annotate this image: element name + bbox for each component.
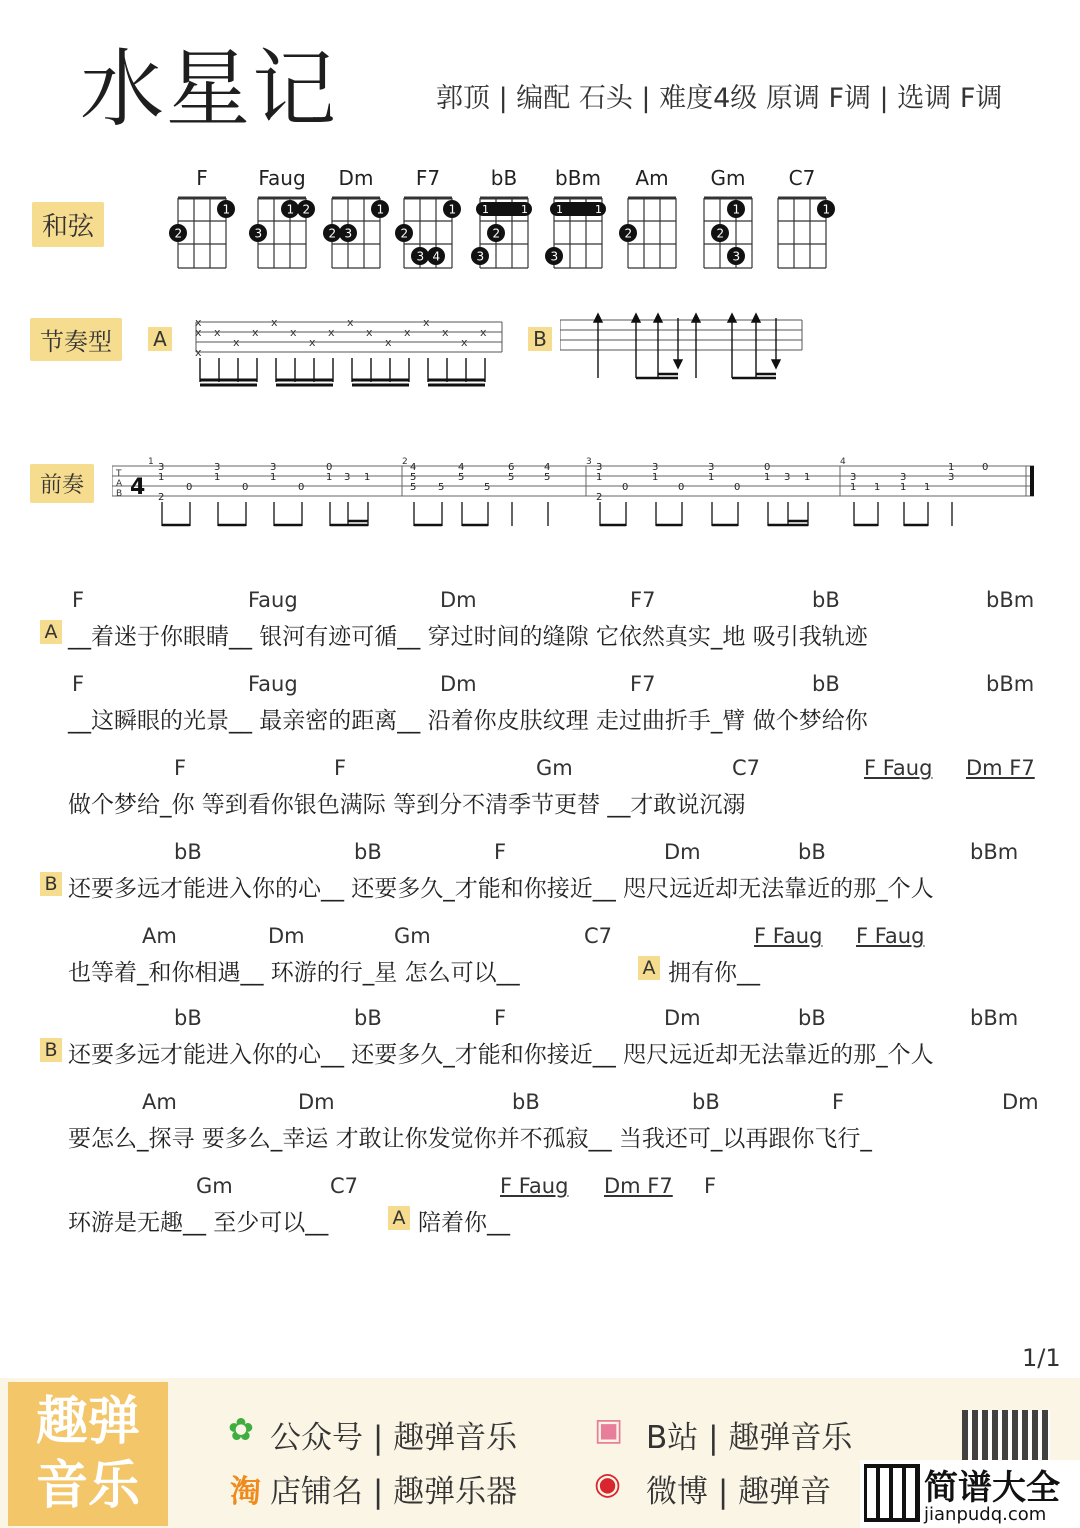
- lyric-text: __这瞬眼的光景__ 最亲密的距离__ 沿着你皮肤纹理 走过曲折手_臂 做个梦给你: [68, 708, 868, 734]
- chord-label: F: [72, 588, 85, 612]
- chord-label: F: [494, 840, 507, 864]
- footer-bilibili: B站 | 趣弹音乐: [646, 1420, 853, 1456]
- chord-label: Am: [142, 924, 177, 948]
- chord-label: C7: [330, 1174, 359, 1198]
- chord-label: F Faug: [864, 756, 933, 780]
- chord-label: bBm: [986, 672, 1035, 696]
- svg-text:1: 1: [900, 482, 907, 493]
- svg-text:1: 1: [822, 202, 831, 217]
- chord-label: bB: [354, 1006, 382, 1030]
- svg-text:0: 0: [764, 462, 771, 473]
- section-badge: B: [40, 872, 62, 896]
- footer-wechat: 公众号 | 趣弹音乐: [270, 1420, 518, 1456]
- chord-label: bBm: [970, 1006, 1019, 1030]
- chord-label: Am: [142, 1090, 177, 1114]
- chord-label: F Faug: [754, 924, 823, 948]
- svg-text:3: 3: [416, 249, 425, 264]
- svg-text:1: 1: [158, 472, 165, 483]
- svg-text:1: 1: [286, 202, 295, 217]
- svg-text:x: x: [233, 336, 240, 349]
- lyric-text: 要怎么_探寻 要多么_幸运 才敢让你发觉你并不孤寂__ 当我还可_以再跟你飞行_: [68, 1126, 872, 1152]
- chord-grid: [552, 196, 606, 270]
- chord-label: bB: [512, 1090, 540, 1114]
- chord-grid: [330, 196, 384, 270]
- chord-label: Dm: [1002, 1090, 1039, 1114]
- section-badge: A: [388, 1206, 410, 1230]
- svg-text:0: 0: [982, 462, 989, 473]
- svg-text:1: 1: [732, 202, 741, 217]
- chord-name: Am: [635, 166, 669, 190]
- svg-text:A: A: [116, 479, 123, 489]
- intro-tab: [112, 456, 1038, 536]
- svg-text:5: 5: [410, 472, 417, 483]
- song-meta: 郭顶 | 编配 石头 | 难度4级 原调 F调 | 选调 F调: [436, 83, 1003, 114]
- svg-text:1: 1: [804, 472, 811, 483]
- section-badge: A: [638, 956, 660, 980]
- chords-label: 和弦: [32, 202, 104, 247]
- svg-text:x: x: [195, 346, 202, 359]
- svg-text:1: 1: [595, 203, 602, 216]
- svg-text:4: 4: [432, 249, 441, 264]
- svg-text:5: 5: [438, 482, 445, 493]
- svg-text:3: 3: [158, 462, 165, 473]
- chord-label: bBm: [986, 588, 1035, 612]
- intro-measure-1: 1: [148, 457, 154, 467]
- svg-text:2: 2: [328, 226, 337, 241]
- chord-label: bB: [174, 840, 202, 864]
- chord-label: F: [334, 756, 347, 780]
- chord-label: bB: [174, 1006, 202, 1030]
- svg-text:5: 5: [484, 482, 491, 493]
- chord-label: F: [494, 1006, 507, 1030]
- svg-text:x: x: [290, 326, 297, 339]
- lyric-text: 做个梦给_你 等到看你银色满际 等到分不清季节更替 __才敢说沉溺: [68, 792, 746, 818]
- svg-text:1: 1: [364, 472, 371, 483]
- section-badge: A: [40, 620, 62, 644]
- svg-text:1: 1: [874, 482, 881, 493]
- chord-label: F7: [630, 672, 656, 696]
- svg-text:1: 1: [924, 482, 931, 493]
- svg-text:5: 5: [458, 472, 465, 483]
- taobao-icon: 淘: [230, 1474, 261, 1510]
- chord-label: Gm: [196, 1174, 233, 1198]
- weibo-icon: ◉: [594, 1466, 622, 1502]
- chord-grid: [478, 196, 532, 270]
- chord-label: bB: [798, 1006, 826, 1030]
- svg-text:x: x: [366, 326, 373, 339]
- chord-label: bBm: [970, 840, 1019, 864]
- rhythm-b-badge: B: [528, 327, 552, 351]
- chord-name: Gm: [710, 166, 746, 190]
- chord-grid: [776, 196, 830, 270]
- chord-label: Gm: [536, 756, 573, 780]
- site-name: 简谱大全: [924, 1468, 1060, 1508]
- svg-text:3: 3: [214, 462, 221, 473]
- svg-text:1: 1: [222, 202, 231, 217]
- chord-label: Dm: [440, 588, 477, 612]
- chord-label: F: [832, 1090, 845, 1114]
- svg-text:3: 3: [732, 249, 741, 264]
- footer-logo-line1: 趣弹: [35, 1392, 140, 1452]
- svg-text:1: 1: [326, 472, 333, 483]
- rhythm-a-badge: A: [148, 327, 172, 351]
- footer-taobao: 店铺名 | 趣弹乐器: [270, 1474, 518, 1510]
- svg-text:1: 1: [596, 472, 603, 483]
- svg-text:4: 4: [410, 462, 417, 473]
- svg-text:5: 5: [508, 472, 515, 483]
- lyric-text: 环游是无趣__ 至少可以__: [68, 1210, 329, 1236]
- lyric-text: __着迷于你眼睛__ 银河有迹可循__ 穿过时间的缝隙 它依然真实_地 吸引我轨迹: [68, 624, 868, 650]
- svg-text:0: 0: [734, 482, 741, 493]
- svg-text:1: 1: [764, 472, 771, 483]
- chord-label: F7: [630, 588, 656, 612]
- svg-text:3: 3: [850, 472, 857, 483]
- svg-text:x: x: [271, 316, 278, 329]
- chord-name: bBm: [555, 166, 601, 190]
- chord-label: C7: [732, 756, 761, 780]
- svg-text:x: x: [252, 326, 259, 339]
- svg-text:3: 3: [652, 462, 659, 473]
- chord-name: bB: [490, 166, 518, 190]
- chord-label: bB: [354, 840, 382, 864]
- footer-logo: [8, 1382, 168, 1526]
- svg-text:1: 1: [376, 202, 385, 217]
- chord-label: Dm F7: [604, 1174, 673, 1198]
- bilibili-icon: ▣: [594, 1412, 624, 1448]
- page-title: 水星记: [80, 40, 339, 138]
- lyric-text: 拥有你__: [668, 960, 760, 986]
- svg-text:0: 0: [298, 482, 305, 493]
- svg-text:1: 1: [948, 462, 955, 473]
- chord-name: C7: [788, 166, 816, 190]
- svg-text:2: 2: [624, 226, 633, 241]
- svg-text:x: x: [461, 336, 468, 349]
- chord-grid: [402, 196, 456, 270]
- svg-text:x: x: [385, 336, 392, 349]
- chord-label: F: [174, 756, 187, 780]
- lyric-text: 也等着_和你相遇__ 环游的行_星 怎么可以__: [68, 960, 520, 986]
- svg-text:1: 1: [652, 472, 659, 483]
- chord-label: Dm: [664, 840, 701, 864]
- svg-text:3: 3: [596, 462, 603, 473]
- svg-text:5: 5: [544, 472, 551, 483]
- lyric-text: 陪着你__: [418, 1210, 510, 1236]
- chord-label: Faug: [248, 588, 298, 612]
- chord-label: F Faug: [500, 1174, 569, 1198]
- svg-text:3: 3: [270, 462, 277, 473]
- chord-label: bB: [798, 840, 826, 864]
- svg-text:x: x: [347, 316, 354, 329]
- svg-text:1: 1: [850, 482, 857, 493]
- svg-text:2: 2: [302, 202, 311, 217]
- chord-grid: [256, 196, 310, 270]
- svg-text:3: 3: [344, 226, 353, 241]
- svg-text:2: 2: [492, 226, 501, 241]
- svg-text:3: 3: [948, 472, 955, 483]
- svg-text:2: 2: [716, 226, 725, 241]
- chord-name: Faug: [258, 166, 306, 190]
- chord-name: F: [196, 166, 208, 190]
- lyric-text: 还要多远才能进入你的心__ 还要多久_才能和你接近__ 咫尺远近却无法靠近的那_个人: [68, 876, 934, 902]
- chord-label: bB: [812, 672, 840, 696]
- chord-label: Dm F7: [966, 756, 1035, 780]
- svg-text:x: x: [480, 326, 487, 339]
- chord-label: Dm: [268, 924, 305, 948]
- chord-grid: [176, 196, 230, 270]
- svg-text:0: 0: [678, 482, 685, 493]
- intro-label: 前奏: [30, 464, 94, 503]
- chord-label: F: [704, 1174, 717, 1198]
- svg-text:3: 3: [550, 249, 559, 264]
- svg-text:x: x: [423, 316, 430, 329]
- chord-label: F Faug: [856, 924, 925, 948]
- intro-measure-2: 2: [402, 457, 408, 467]
- svg-text:x: x: [442, 326, 449, 339]
- chord-grid: [626, 196, 680, 270]
- chord-label: Faug: [248, 672, 298, 696]
- svg-text:x: x: [195, 326, 202, 339]
- wechat-icon: ✿: [228, 1412, 254, 1448]
- chord-label: bB: [692, 1090, 720, 1114]
- chord-label: Dm: [298, 1090, 335, 1114]
- svg-text:B: B: [116, 489, 123, 499]
- svg-text:x: x: [328, 326, 335, 339]
- svg-text:2: 2: [596, 492, 603, 503]
- svg-text:0: 0: [186, 482, 193, 493]
- svg-text:x: x: [404, 326, 411, 339]
- chord-grid: [702, 196, 756, 270]
- svg-text:0: 0: [242, 482, 249, 493]
- svg-text:0: 0: [622, 482, 629, 493]
- chord-label: C7: [584, 924, 613, 948]
- chord-name: Dm: [338, 166, 374, 190]
- svg-text:3: 3: [708, 462, 715, 473]
- svg-text:1: 1: [521, 203, 528, 216]
- svg-text:1: 1: [556, 203, 563, 216]
- rhythm-b-tab: [560, 312, 806, 384]
- chord-name: F7: [415, 166, 441, 190]
- svg-text:x: x: [195, 316, 202, 329]
- intro-measure-4: 4: [840, 457, 846, 467]
- svg-text:3: 3: [784, 472, 791, 483]
- svg-text:x: x: [214, 326, 221, 339]
- chord-label: Dm: [664, 1006, 701, 1030]
- svg-text:4: 4: [130, 475, 146, 500]
- svg-text:5: 5: [410, 482, 417, 493]
- svg-text:3: 3: [254, 226, 263, 241]
- svg-text:T: T: [116, 469, 122, 479]
- svg-text:2: 2: [174, 226, 183, 241]
- svg-text:4: 4: [458, 462, 465, 473]
- lyric-text: 还要多远才能进入你的心__ 还要多久_才能和你接近__ 咫尺远近却无法靠近的那_个人: [68, 1042, 934, 1068]
- intro-measure-3: 3: [586, 457, 592, 467]
- section-badge: B: [40, 1038, 62, 1062]
- svg-text:3: 3: [476, 249, 485, 264]
- svg-text:2: 2: [400, 226, 409, 241]
- chord-label: F: [72, 672, 85, 696]
- svg-text:2: 2: [158, 492, 165, 503]
- svg-text:3: 3: [344, 472, 351, 483]
- footer-logo-line2: 音乐: [35, 1456, 140, 1516]
- svg-text:1: 1: [214, 472, 221, 483]
- site-url: jianpudq.com: [924, 1504, 1047, 1525]
- svg-text:3: 3: [900, 472, 907, 483]
- page-number: 1/1: [1022, 1344, 1061, 1372]
- rhythm-a-tab: [180, 314, 510, 390]
- piano-icon: [864, 1464, 920, 1522]
- chord-label: Gm: [394, 924, 431, 948]
- chord-label: Dm: [440, 672, 477, 696]
- chord-label: bB: [812, 588, 840, 612]
- rhythm-label: 节奏型: [30, 318, 122, 361]
- svg-text:4: 4: [544, 462, 551, 473]
- svg-text:6: 6: [508, 462, 515, 473]
- svg-text:x: x: [309, 336, 316, 349]
- footer-weibo: 微博 | 趣弹音: [646, 1474, 832, 1510]
- svg-text:1: 1: [448, 202, 457, 217]
- svg-text:1: 1: [482, 203, 489, 216]
- svg-text:1: 1: [708, 472, 715, 483]
- svg-text:1: 1: [270, 472, 277, 483]
- svg-text:0: 0: [326, 462, 333, 473]
